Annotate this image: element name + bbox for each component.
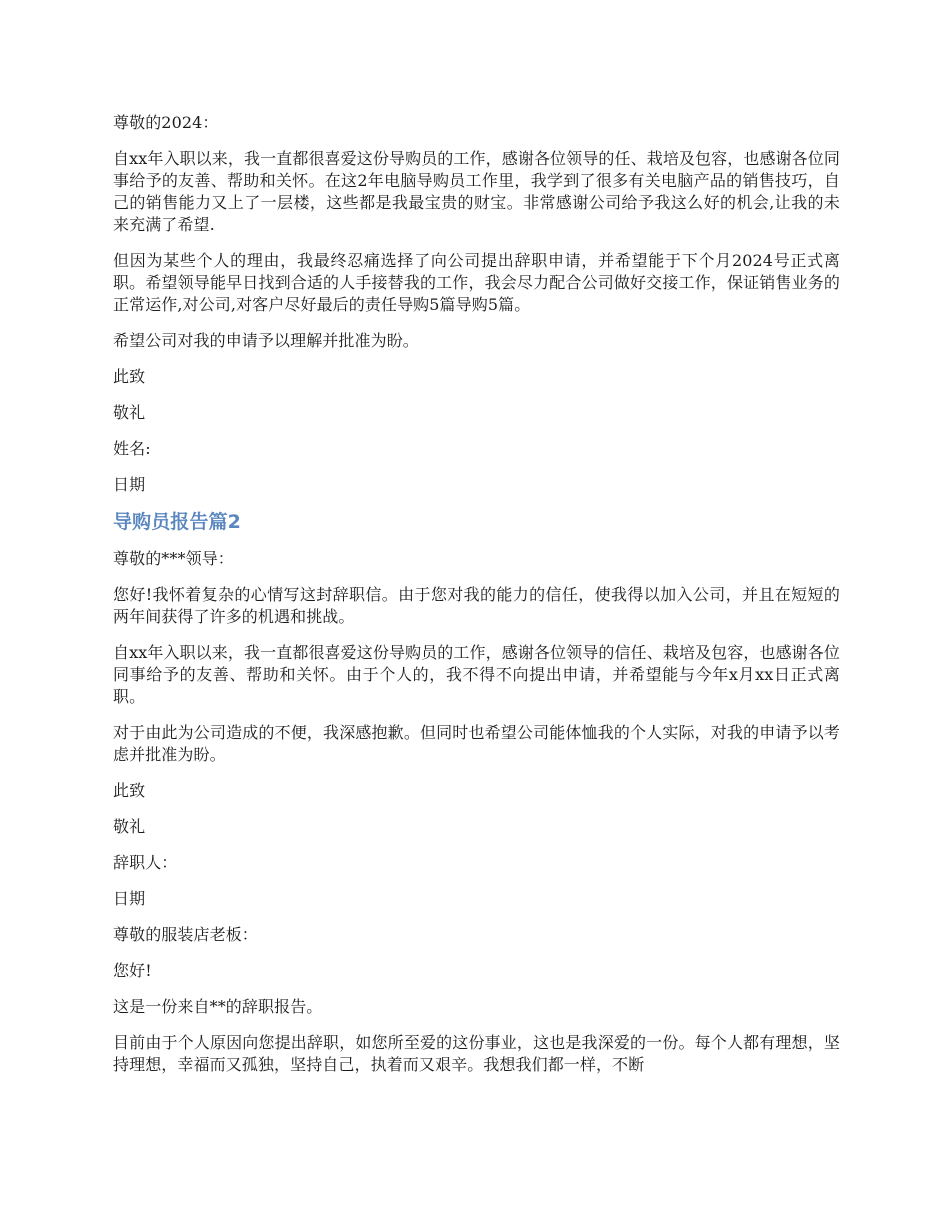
body-paragraph: 这是一份来自**的辞职报告。 [113,997,323,1016]
salutation: 尊敬的2024： [113,113,219,132]
signature-date: 日期 [113,889,146,908]
body-paragraph: 但因为某些个人的理由，我最终忍痛选择了向公司提出辞职申请，并希望能于下个月2024号正式离职。希望领导能早日找到合适的人手接替我的工作，我会尽力配合公司做好交接工作，保证销售业务的正常运作,对公司,对客户尽好最后的责任导购5篇导购5篇。 [113,251,840,314]
body-paragraph: 您好!我怀着复杂的心情写这封辞职信。由于您对我的能力的信任，使我得以加入公司，并且在短短的两年间获得了许多的机遇和挑战。 [113,585,840,626]
body-paragraph: 自xx年入职以来，我一直都很喜爱这份导购员的工作，感谢各位领导的任、栽培及包容，也感谢各位同事给予的友善、帮助和关怀。在这2年电脑导购员工作里，我学到了很多有关电脑产品的销售技巧，自己的销售能力又上了一层楼，这些都是我最宝贵的财宝。非常感谢公司给予我这么好的机会,让我的未来充满了希望. [113,149,840,234]
body-paragraph: 目前由于个人原因向您提出辞职，如您所至爱的这份事业，这也是我深爱的一份。每个人都有理想，坚持理想，幸福而又孤独，坚持自己，执着而又艰辛。我想我们都一样，不断 [113,1033,840,1074]
closing-line: 此致 [113,781,146,800]
salutation: 尊敬的***领导： [113,549,234,568]
salutation: 尊敬的服装店老板： [113,925,258,944]
document-page [113,112,840,1090]
greeting-line: 您好! [113,961,152,980]
body-paragraph: 对于由此为公司造成的不便，我深感抱歉。但同时也希望公司能体恤我的个人实际，对我的申请予以考虑并批准为盼。 [113,723,840,764]
signature-name: 辞职人： [113,853,178,872]
signature-name: 姓名: [113,439,151,458]
closing-line: 此致 [113,367,146,386]
closing-line: 敬礼 [113,817,146,836]
closing-line: 敬礼 [113,403,146,422]
body-paragraph: 希望公司对我的申请予以理解并批准为盼。 [113,331,419,350]
signature-date: 日期 [113,475,146,494]
section-heading: 导购员报告篇2 [113,511,241,533]
body-paragraph: 自xx年入职以来，我一直都很喜爱这份导购员的工作，感谢各位领导的信任、栽培及包容，也感谢各位同事给予的友善、帮助和关怀。由于个人的，我不得不向提出申请，并希望能与今年x月xx日正式离职。 [113,643,840,706]
